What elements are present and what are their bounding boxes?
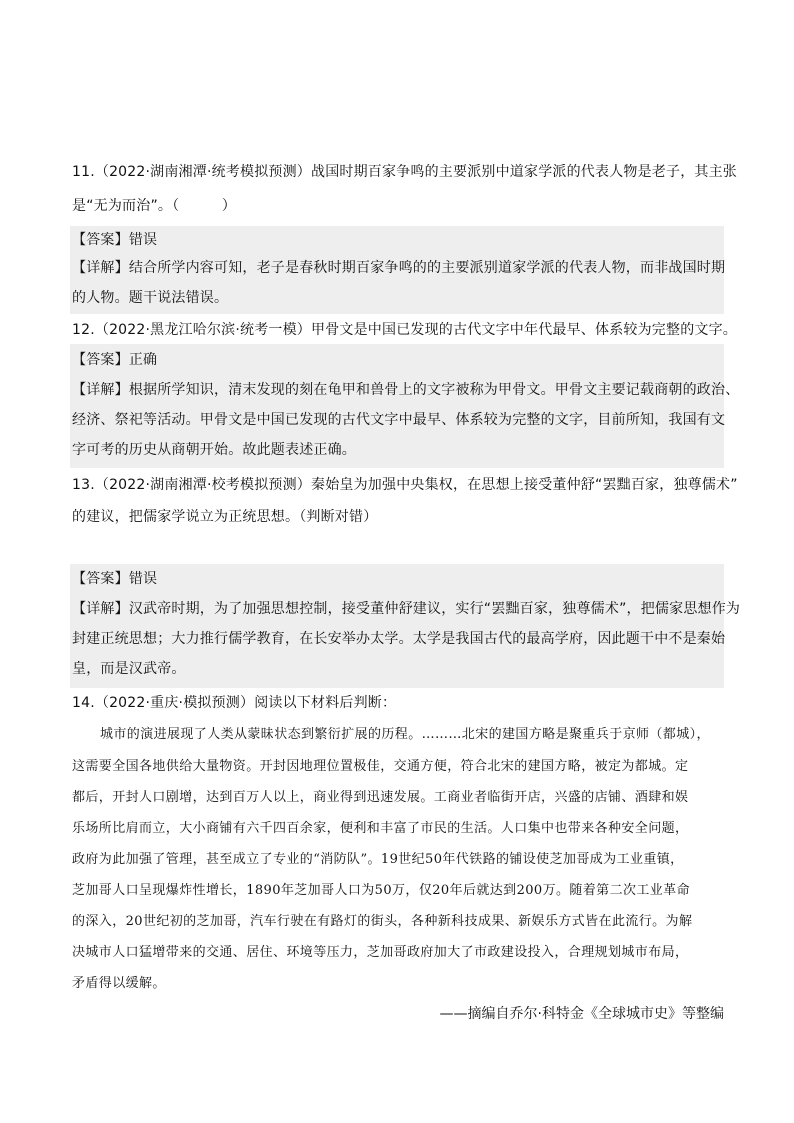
passage-source: ——摘编自乔尔·科特金《全球城市史》等整编: [439, 1006, 724, 1022]
q13-detail-line1: [72, 599, 740, 619]
passage-line: 的深入，20世纪初的芝加哥，汽车行驶在有路灯的街头，各种新科技成果、新娱乐方式皆在此流行。为解: [72, 914, 693, 929]
q12-detail-line3: 字可考的历史从商朝开始。故此题表述正确。: [72, 442, 356, 458]
q12-answer: [72, 350, 157, 370]
q13-answer: [72, 569, 157, 589]
detail-tag: 【详解】: [72, 260, 129, 276]
q13-stem-line2: 的建议，把儒家学说立为正统思想。（判断对错）: [72, 509, 378, 525]
answer-tag: 【答案】: [72, 352, 129, 368]
answer-value: 错误: [128, 232, 158, 248]
detail-tag: 【详解】: [72, 601, 129, 617]
q11-stem-line1: 11.（2022·湖南湘潭·统考模拟预测）战国时期百家争鸣的主要派别中道家学派的代表人物是老子，其主张: [72, 164, 737, 180]
q14-stem-line1: 14.（2022·重庆·模拟预测）阅读以下材料后判断：: [72, 695, 397, 711]
detail-tag: 【详解】: [72, 382, 129, 398]
answer-tag: 【答案】: [72, 571, 129, 587]
passage-line: 都后，开封人口剧增，达到百万人以上，商业得到迅速发展。工商业者临街开店，兴盛的店铺、酒肆和娱: [72, 790, 689, 805]
answer-tag: 【答案】: [72, 232, 129, 248]
passage-line: 芝加哥人口呈现爆炸性增长，1890年芝加哥人口为50万，仅20年后就达到200万。随着第二次工业革命: [72, 883, 690, 898]
passage-line: 矛盾得以缓解。: [72, 976, 166, 991]
passage-line: 政府为此加强了管理，甚至成立了专业的“消防队”。19世纪50年代铁路的铺设使芝加哥成为工业重镇，: [72, 852, 684, 867]
q11-stem-line2: 是“无为而治”。（ ）: [72, 198, 237, 214]
q13-stem-line1: 13.（2022·湖南湘潭·校考模拟预测）秦始皇为加强中央集权，在思想上接受董仲舒“罢黜百家，独尊儒术”: [72, 477, 738, 493]
answer-value: 错误: [128, 571, 158, 587]
q11-detail-line1: [72, 258, 725, 278]
q12-detail-line2: 经济、祭祀等活动。甲骨文是中国已发现的古代文字中最早、体系较为完整的文字，目前所知，我国有文: [72, 412, 726, 428]
q12-stem-line1: 12.（2022·黑龙江哈尔滨·统考一模）甲骨文是中国已发现的古代文字中年代最早、体系较为完整的文字。: [72, 322, 737, 338]
answer-value: 正确: [128, 352, 158, 368]
q11-detail-line2: 的人物。题干说法错误。: [72, 290, 229, 306]
passage-line: 乐场所比肩而立，大小商铺有六千四百余家，便利和丰富了市民的生活。人口集中也带来各种安全问题，: [72, 821, 689, 836]
detail-text: 汉武帝时期，为了加强思想控制，接受董仲舒建议，实行“罢黜百家，独尊儒术”，把儒家思想作为: [128, 601, 741, 617]
q13-detail-line3: 皇，而是汉武帝。: [72, 661, 186, 677]
detail-text: 根据所学知识，清末发现的刻在龟甲和兽骨上的文字被称为甲骨文。甲骨文主要记载商朝的政治、: [128, 382, 740, 398]
detail-text: 结合所学内容可知，老子是春秋时期百家争鸣的的主要派别道家学派的代表人物，而非战国时期: [128, 260, 726, 276]
passage-line: 这需要全国各地供给大量物资。开封因地理位置极佳，交通方便，符合北宋的建国方略，被定为都城。定: [72, 759, 689, 774]
passage-line: 城市的演进展现了人类从蒙昧状态到繁衍扩展的历程。………北宋的建国方略是聚重兵于京师（都城），: [100, 727, 710, 742]
passage-line: 决城市人口猛增带来的交通、居住、环境等压力，芝加哥政府加大了市政建设投入，合理规划城市布局，: [72, 945, 689, 960]
q13-detail-line2: 封建正统思想；大力推行儒学教育，在长安举办太学。太学是我国古代的最高学府，因此题干中不是秦始: [72, 631, 726, 647]
q11-answer: [72, 230, 157, 250]
q12-detail-line1: [72, 380, 739, 400]
